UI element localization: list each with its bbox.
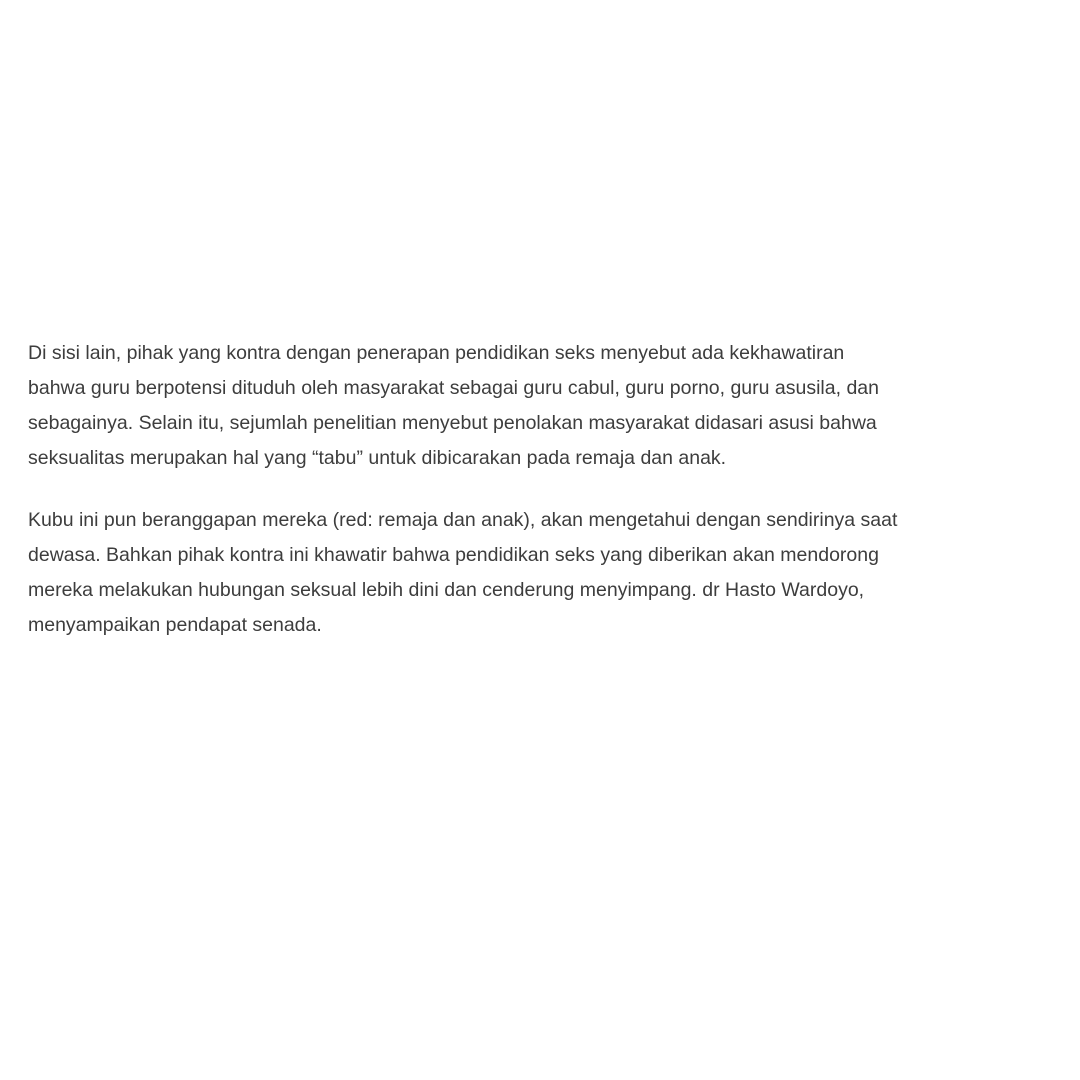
paragraph-line: bahwa guru berpotensi dituduh oleh masyarakat sebagai guru cabul, guru porno, guru asusila, dan xyxy=(28,377,879,399)
paragraph-line: dewasa. Bahkan pihak kontra ini khawatir bahwa pendidikan seks yang diberikan akan mendorong xyxy=(28,544,879,566)
paragraph-line: seksualitas merupakan hal yang “tabu” untuk dibicarakan pada remaja dan anak. xyxy=(28,447,727,469)
paragraph-line: Di sisi lain, pihak yang kontra dengan penerapan pendidikan seks menyebut ada kekhawatiran xyxy=(28,342,845,364)
paragraph-line: mereka melakukan hubungan seksual lebih dini dan cenderung menyimpang. dr Hasto Wardoyo, xyxy=(28,579,865,601)
paragraph-1 xyxy=(28,336,1058,476)
article-body xyxy=(28,336,1058,643)
paragraph-line: sebagainya. Selain itu, sejumlah penelitian menyebut penolakan masyarakat didasari asusi bahwa xyxy=(28,412,877,434)
paragraph-line: menyampaikan pendapat senada. xyxy=(28,614,322,636)
paragraph-line: Kubu ini pun beranggapan mereka (red: remaja dan anak), akan mengetahui dengan sendirinya saat xyxy=(28,509,898,531)
paragraph-2 xyxy=(28,503,1058,643)
